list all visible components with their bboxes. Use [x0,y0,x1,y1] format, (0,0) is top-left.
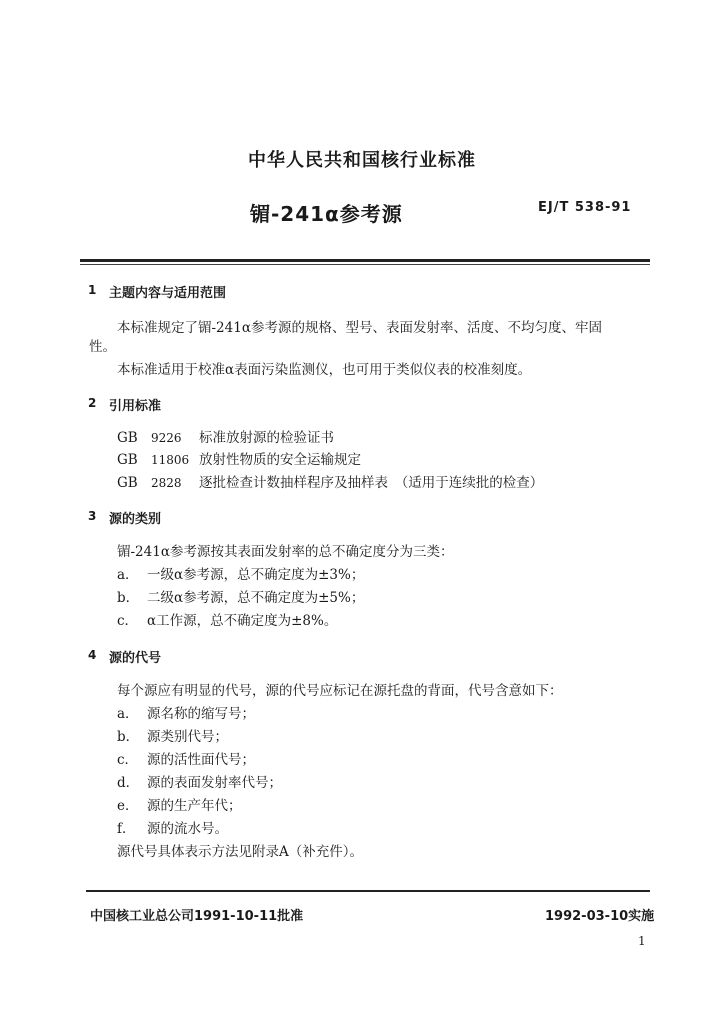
reference-code: 9226 [151,431,182,445]
list-item-text: 二级α参考源，总不确定度为±5%； [147,590,365,606]
reference-code: 11806 [151,453,190,467]
section-1-paragraph-1: 本标准规定了镅-241α参考源的规格、型号、表面发射率、活度、不均匀度、牢固 [117,320,602,336]
list-item [117,702,255,722]
list-item [117,771,282,791]
list-item-text: 源的生产年代； [147,798,242,814]
list-item-label: b． [117,729,140,745]
list-item-label: f． [117,821,136,837]
list-item [117,725,228,745]
list-item-text: 一级α参考源，总不确定度为±3%； [147,567,365,583]
document-title: 镅-241α参考源 [250,202,403,226]
section-4-number: 4 [88,648,97,662]
reference-title: 逐批检查计数抽样程序及抽样表 （适用于连续批的检查） [199,475,544,491]
list-item-text: 源的活性面代号； [147,752,255,768]
section-3-intro: 镅-241α参考源按其表面发射率的总不确定度分为三类： [117,544,454,560]
list-item-label: a． [117,706,139,722]
section-4-title: 源的代号 [109,651,162,666]
footer-divider [86,890,650,892]
list-item [117,563,364,583]
list-item-label: b． [117,590,140,606]
section-4-closing: 源代号具体表示方法见附录A（补充件）。 [117,844,363,860]
list-item-text: 源的流水号。 [147,821,228,837]
section-3-title: 源的类别 [109,512,162,527]
list-item-label: d． [117,775,140,791]
list-item-text: 源类别代号； [147,729,228,745]
section-1-number: 1 [88,283,97,297]
implementation-date: 1992-03-10实施 [545,909,655,924]
list-item-label: a． [117,567,139,583]
section-1-title: 主题内容与适用范围 [109,286,227,301]
reference-title: 放射性物质的安全运输规定 [199,452,361,468]
list-item [117,794,242,814]
list-item [117,748,255,768]
section-2-title: 引用标准 [109,399,162,414]
reference-title: 标准放射源的检验证书 [199,430,334,446]
page-number: 1 [638,934,646,948]
section-1-paragraph-2: 本标准适用于校准α表面污染监测仪，也可用于类似仪表的校准刻度。 [117,362,532,378]
list-item-label: c． [117,613,139,629]
approval-line: 中国核工业总公司1991-10-11批准 [90,909,304,924]
list-item-text: 源的表面发射率代号； [147,775,282,791]
list-item [117,586,364,606]
section-1-paragraph-1-cont: 性。 [89,339,116,355]
list-item-text: α工作源，总不确定度为±8%。 [147,613,338,629]
standard-type-heading: 中华人民共和国核行业标准 [248,150,476,171]
list-item [117,817,228,837]
list-item-label: e． [117,798,139,814]
reference-row [117,426,334,446]
reference-prefix: GB [117,452,138,468]
section-2-number: 2 [88,396,97,410]
reference-prefix: GB [117,430,138,446]
list-item-text: 源名称的缩写号； [147,706,255,722]
document-code: EJ/T 538-91 [538,200,632,215]
reference-row [117,448,361,468]
header-divider-thin [80,264,650,265]
reference-prefix: GB [117,475,138,491]
section-3-number: 3 [88,509,97,523]
list-item-label: c． [117,752,139,768]
list-item [117,609,337,629]
header-divider [80,259,650,262]
section-4-intro: 每个源应有明显的代号，源的代号应标记在源托盘的背面，代号含意如下： [117,683,563,699]
reference-row [117,471,543,491]
reference-code: 2828 [151,476,182,490]
